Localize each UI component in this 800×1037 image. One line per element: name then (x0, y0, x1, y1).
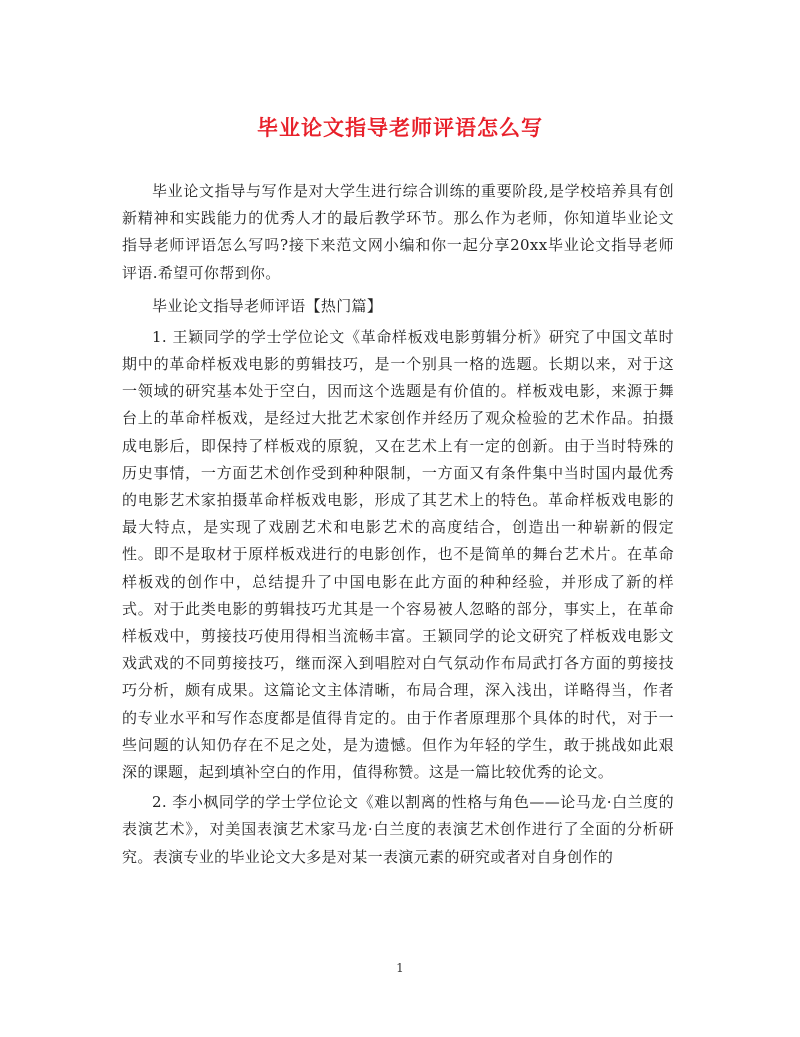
page-number: 1 (396, 961, 404, 975)
document-title: 毕业论文指导老师评语怎么写 (257, 115, 543, 140)
intro-paragraph: 毕业论文指导与写作是对大学生进行综合训练的重要阶段,是学校培养具有创新精神和实践能力的优秀人才的最后教学环节。那么作为老师，你知道毕业论文指导老师评语怎么写吗?接下来范文网小编和你一起分享20xx毕业论文指导老师评语.希望可你帮到你。 (122, 182, 674, 282)
document-body (122, 178, 674, 871)
comment-paragraph-1: 1. 王颖同学的学士学位论文《革命样板戏电影剪辑分析》研究了中国文革时期中的革命样板戏电影的剪辑技巧，是一个别具一格的选题。长期以来，对于这一领域的研究基本处于空白，因而这个选题是有价值的。样板戏电影，来源于舞台上的革命样板戏，是经过大批艺术家创作并经历了观众检验的艺术作品。拍摄成电影后，即保持了样板戏的原貌，又在艺术上有一定的创新。由于当时特殊的历史事情，一方面艺术创作受到种种限制，一方面又有条件集中当时国内最优秀的电影艺术家拍摄革命样板戏电影，形成了其艺术上的特色。革命样板戏电影的最大特点，是实现了戏剧艺术和电影艺术的高度结合，创造出一种崭新的假定性。即不是取材于原样板戏进行的电影创作，也不是简单的舞台艺术片。在革命样板戏的创作中，总结提升了中国电影在此方面的种种经验，并形成了新的样式。对于此类电影的剪辑技巧尤其是一个容易被人忽略的部分，事实上，在革命样板戏中，剪接技巧使用得相当流畅丰富。王颖同学的论文研究了样板戏电影文戏武戏的不同剪接技巧，继而深入到唱腔对白气氛动作布局武打各方面的剪接技巧分析，颇有成果。这篇论文主体清晰，布局合理，深入浅出，详略得当，作者的专业水平和写作态度都是值得肯定的。由于作者原理那个具体的时代，对于一些问题的认知仍存在不足之处，是为遗憾。但作为年轻的学生，敢于挑战如此艰深的课题，起到填补空白的作用，值得称赞。这是一篇比较优秀的论文。 (122, 327, 674, 782)
section-heading: 毕业论文指导老师评语【热门篇】 (152, 296, 383, 315)
comment-paragraph-2: 2. 李小枫同学的学士学位论文《难以割离的性格与角色——论马龙·白兰度的表演艺术》，对美国表演艺术家马龙·白兰度的表演艺术创作进行了全面的分析研究。表演专业的毕业论文大多是对某一表演元素的研究或者对自身创作的 (122, 793, 674, 866)
